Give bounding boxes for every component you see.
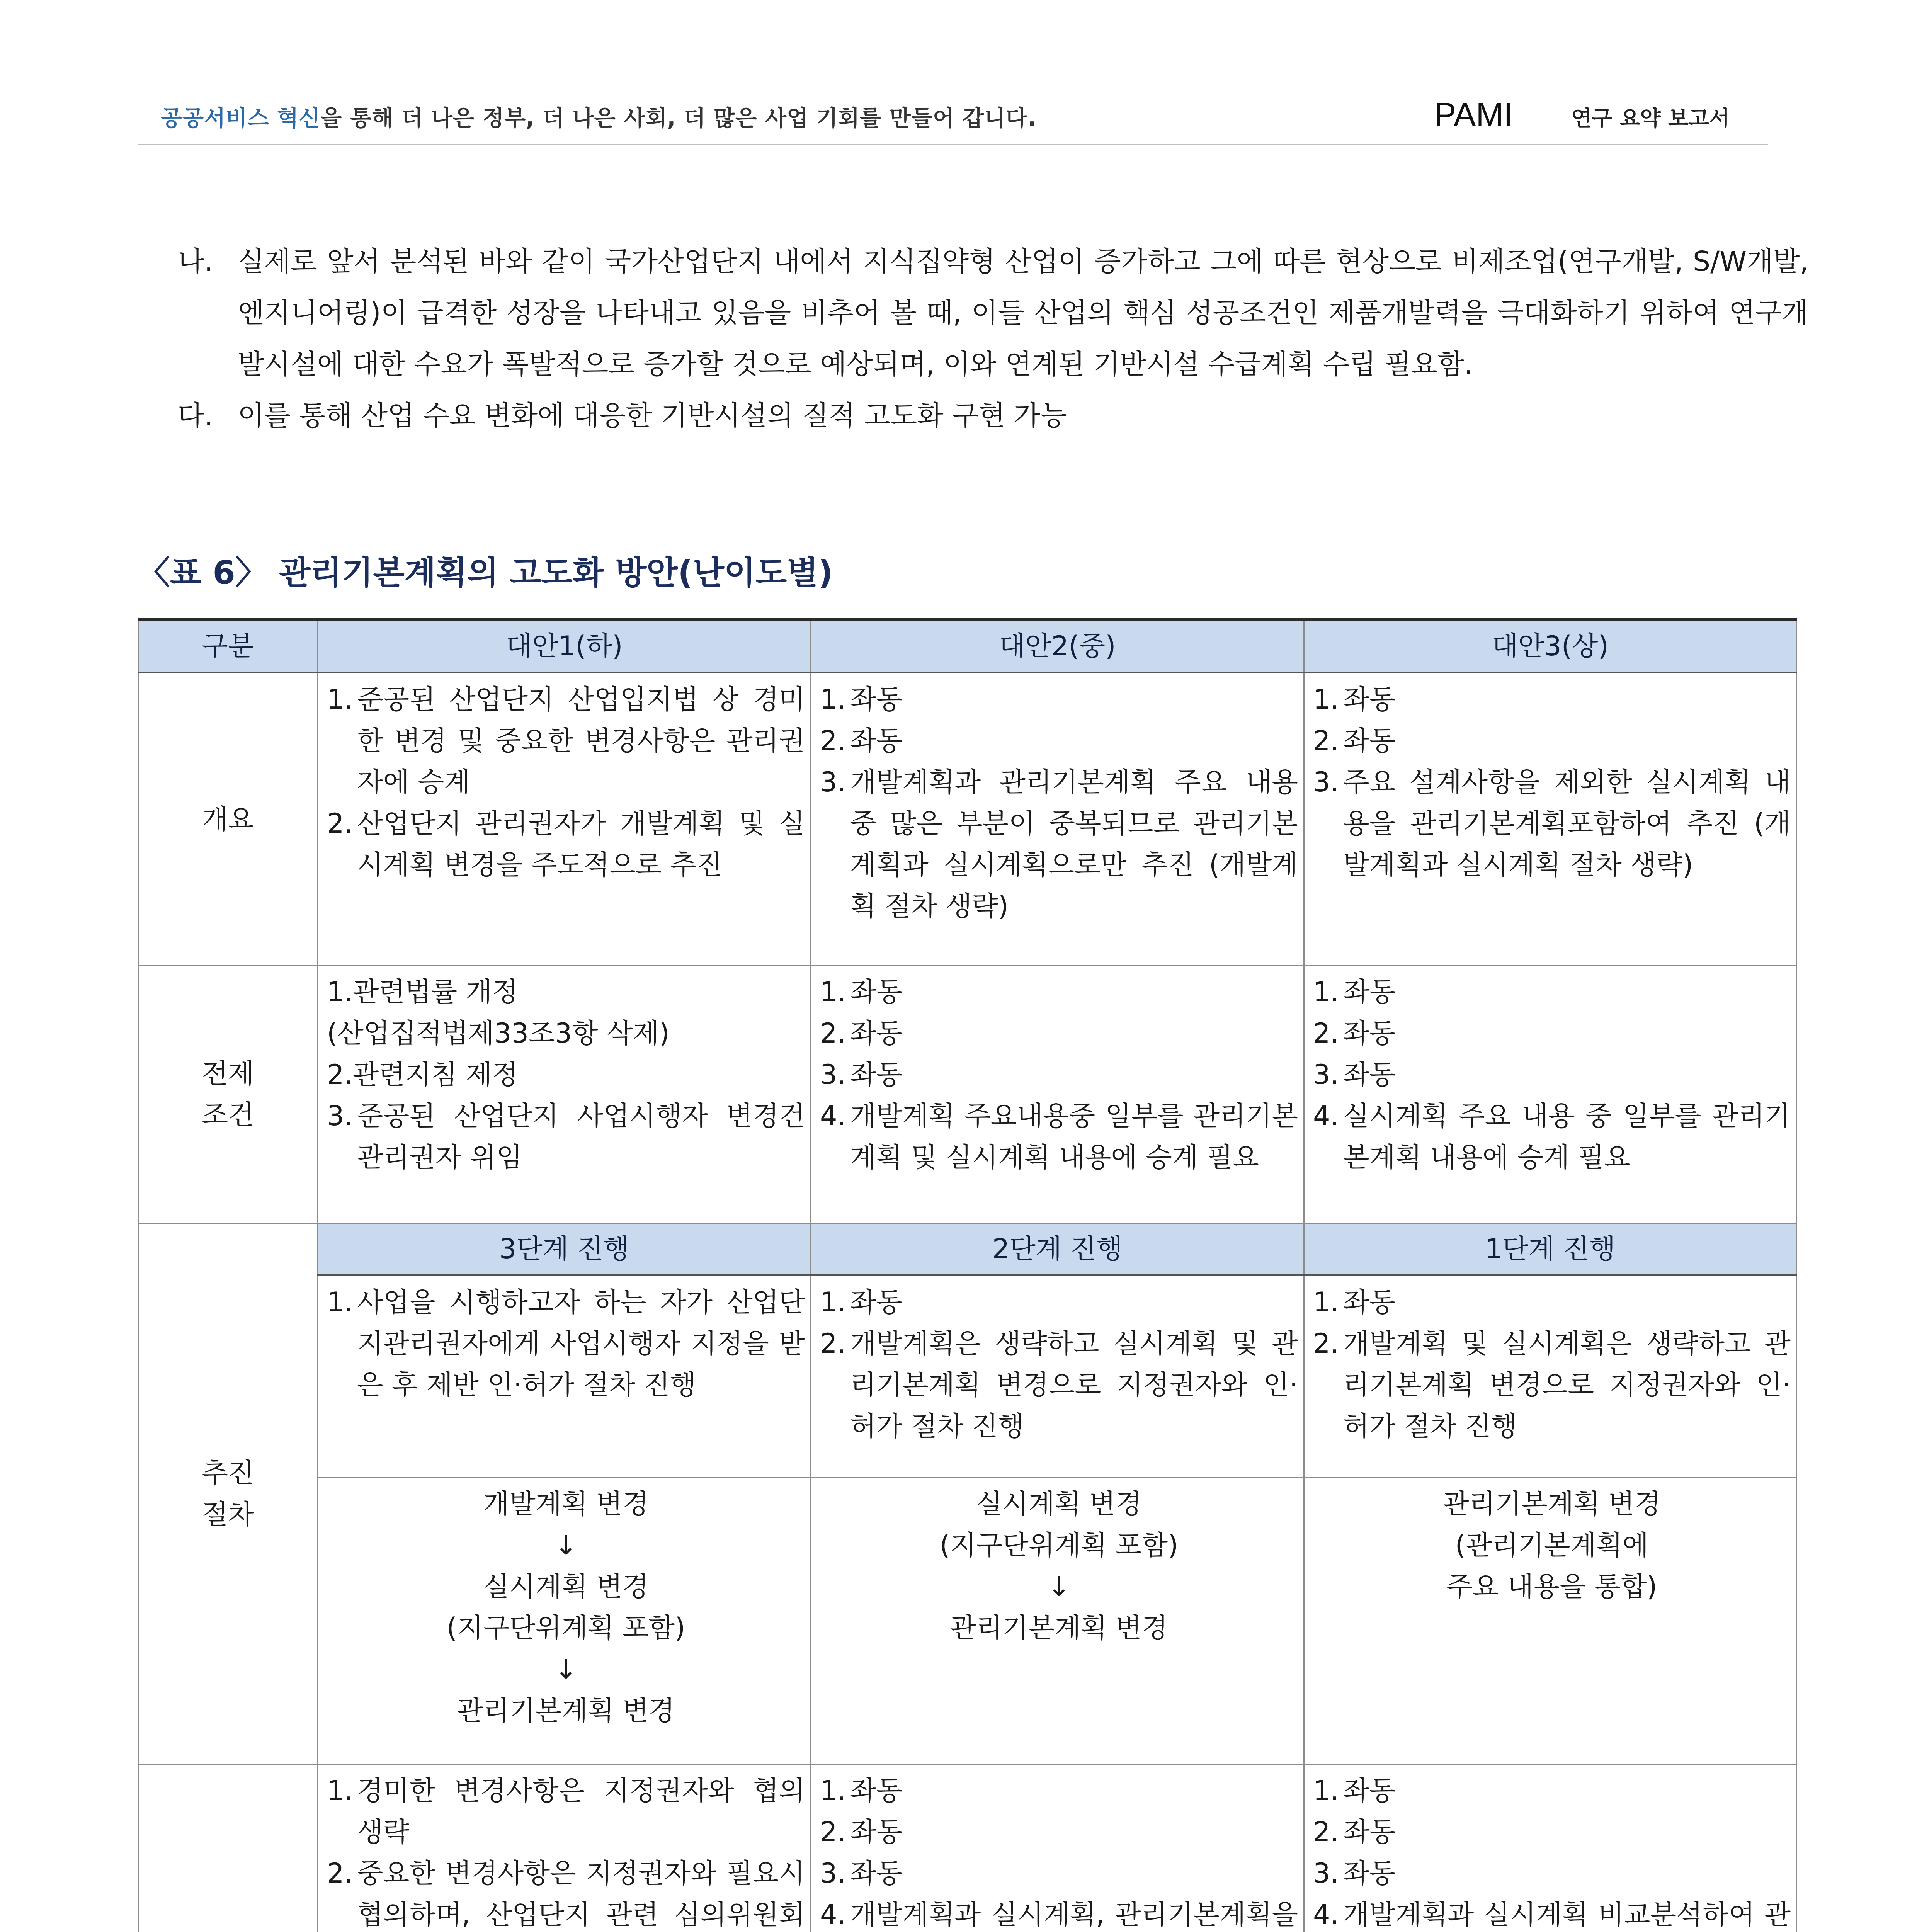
table-header-row — [138, 620, 1797, 673]
item-text: 좌동 — [850, 1017, 903, 1049]
list-item — [1313, 1770, 1791, 1811]
table-row-procedure — [138, 1276, 1797, 1478]
table-cell — [811, 966, 1304, 1223]
list-item — [1313, 1095, 1791, 1178]
item-number: 2. — [820, 1328, 846, 1359]
table-row-overview — [138, 673, 1797, 966]
item-text: 주요 설계사항을 제외한 실시계획 내용을 관리기본계획포함하여 추진 (개발계획과 실시계획 절차 생략) — [1343, 766, 1791, 881]
list-item: 2.관련지침 제정 — [327, 1059, 518, 1090]
intro-paragraph — [178, 236, 1808, 390]
row-label — [138, 1223, 318, 1764]
intro-paragraph — [178, 390, 1808, 441]
table-row-procedure-flow — [138, 1478, 1797, 1764]
list-item — [327, 1853, 805, 1932]
flow-step-note: (관리기본계획에 — [1455, 1529, 1649, 1561]
list-item — [820, 1853, 1298, 1894]
table-cell — [318, 673, 811, 966]
flow-step-note: (지구단위계획 포함) — [446, 1612, 685, 1644]
item-number: 1. — [820, 684, 846, 715]
row-label-line: 절차 — [202, 1498, 254, 1530]
item-number: 2. — [1313, 1816, 1339, 1848]
table-cell — [1304, 673, 1797, 966]
list-item — [327, 1095, 805, 1178]
table-row-procedure-header — [138, 1223, 1797, 1276]
list-item — [1313, 1894, 1791, 1932]
list-item — [820, 1282, 1298, 1323]
item-number: 1. — [820, 1775, 846, 1806]
item-number: 3. — [327, 1100, 353, 1132]
item-number: 3. — [1313, 1857, 1339, 1889]
flow-cell — [1304, 1478, 1797, 1764]
column-header: 구분 — [138, 620, 318, 673]
page-header — [138, 96, 1768, 142]
item-number: 2. — [1313, 725, 1339, 757]
table-cell — [318, 966, 811, 1223]
item-number: 1. — [1313, 684, 1339, 715]
item-text: 좌동 — [1343, 976, 1396, 1008]
item-number: 2. — [327, 808, 353, 839]
row-label-line: 추진 — [202, 1457, 254, 1489]
header-tagline — [161, 100, 1036, 132]
list-item — [327, 679, 805, 803]
item-text: 좌동 — [850, 725, 903, 757]
item-text: 개발계획은 생략하고 실시계획 및 관리기본계획 변경으로 지정권자와 인·허가 절차 진행 — [850, 1328, 1298, 1442]
list-item — [1313, 679, 1791, 720]
item-text: 좌동 — [850, 976, 903, 1008]
list-item — [327, 1282, 805, 1406]
item-number: 2. — [1313, 1017, 1339, 1049]
paragraph-marker: 다. — [178, 400, 213, 432]
item-text: 좌동 — [850, 1286, 903, 1318]
flow-step-note: 주요 내용을 통합) — [1446, 1571, 1657, 1602]
list-item — [820, 1095, 1298, 1178]
item-number: 2. — [820, 1816, 846, 1848]
list-item — [1313, 1282, 1791, 1323]
item-text: 좌동 — [850, 1857, 903, 1889]
list-item: (산업집적법제33조3항 삭제) — [327, 1017, 670, 1049]
flow-step: 관리기본계획 변경 — [1443, 1488, 1661, 1520]
flow-step: 개발계획 변경 — [483, 1488, 649, 1520]
list-item — [820, 679, 1298, 720]
stage-header: 2단계 진행 — [811, 1223, 1304, 1276]
flow-step-note: (지구단위계획 포함) — [939, 1529, 1179, 1561]
flow-step: 실시계획 변경 — [976, 1488, 1142, 1520]
item-number: 2. — [327, 1857, 353, 1889]
list-item — [327, 1770, 805, 1853]
flow-step: 관리기본계획 변경 — [950, 1612, 1168, 1644]
item-number: 3. — [820, 766, 846, 798]
item-number: 1. — [327, 684, 353, 715]
list-item — [1313, 762, 1791, 886]
item-number: 1. — [327, 1286, 353, 1318]
item-text: 좌동 — [1343, 1286, 1396, 1318]
stage-header: 1단계 진행 — [1304, 1223, 1797, 1276]
list-item — [1313, 1853, 1791, 1894]
item-text: 사업을 시행하고자 하는 자가 산업단지관리권자에게 사업시행자 지정을 받은 후 제반 인·허가 절차 진행 — [357, 1286, 805, 1401]
list-item — [1313, 1054, 1791, 1095]
table-cell — [1304, 1276, 1797, 1478]
header-report-type: 연구 요약 보고서 — [1571, 106, 1730, 131]
item-number: 3. — [1313, 766, 1339, 798]
column-header: 대안2(중) — [811, 620, 1304, 673]
arrow-down-icon: ↓ — [1048, 1571, 1070, 1602]
column-header: 대안3(상) — [1304, 620, 1797, 673]
row-label-line: 전제 — [202, 1058, 254, 1089]
table-cell — [1304, 966, 1797, 1223]
paragraph-text: 이를 통해 산업 수요 변화에 대응한 기반시설의 질적 고도화 구현 가능 — [238, 400, 1067, 432]
flow-cell — [811, 1478, 1304, 1764]
flow-cell — [318, 1478, 811, 1764]
list-item — [820, 720, 1298, 762]
item-number: 1. — [1313, 1286, 1339, 1318]
row-label — [138, 1764, 318, 1932]
item-number: 4. — [820, 1899, 846, 1930]
item-text: 실시계획 주요 내용 중 일부를 관리기본계획 내용에 승계 필요 — [1343, 1100, 1791, 1173]
item-text: 중요한 변경사항은 지정권자와 필요시 협의하며, 산업단지 관련 심의위원회 — [357, 1857, 805, 1930]
list-item — [1313, 720, 1791, 762]
item-text: 좌동 — [1343, 1775, 1396, 1806]
column-header: 대안1(하) — [318, 620, 811, 673]
item-number: 1. — [820, 1286, 846, 1318]
list-item — [820, 762, 1298, 927]
arrow-down-icon: ↓ — [555, 1529, 577, 1561]
paragraph-text: 실제로 앞서 분석된 바와 같이 국가산업단지 내에서 지식집약형 산업이 증가하고 그에 따른 현상으로 비제조업(연구개발, S/W개발, 엔지니어링)이 급격한 성장을 나타내고 있음을 비추어 볼 때, 이들 산업의 핵심 성공조건인 제품개발력을 극대화하기 위하여 연구개발시설에 대한 수요가 폭발적으로 증가할 것으로 예상되며, 이와 연계된 기반시설 수급계획 수립 필요함. — [238, 245, 1808, 380]
list-item — [1313, 1013, 1791, 1054]
item-text: 좌동 — [1343, 1857, 1396, 1889]
item-text: 좌동 — [1343, 684, 1396, 715]
table-caption: 〈표 6〉 관리기본계획의 고도화 방안(난이도별) — [138, 554, 833, 592]
list-item — [820, 1811, 1298, 1853]
item-text: 좌동 — [850, 684, 903, 715]
row-label-line: 조건 — [202, 1099, 254, 1131]
item-text: 경미한 변경사항은 지정권자와 협의 생략 — [357, 1775, 805, 1848]
paragraph-marker: 나. — [178, 245, 213, 277]
arrow-down-icon: ↓ — [555, 1653, 577, 1685]
item-text: 좌동 — [850, 1775, 903, 1806]
item-text: 개발계획 및 실시계획은 생략하고 관리기본계획 변경으로 지정권자와 인·허가 절차 진행 — [1343, 1328, 1791, 1442]
item-text: 개발계획과 실시계획 비교분석하여 관 — [1343, 1899, 1791, 1930]
table-cell — [1304, 1764, 1797, 1932]
item-text: 준공된 산업단지 산업입지법 상 경미한 변경 및 중요한 변경사항은 관리권자에 승계 — [357, 684, 805, 798]
item-text: 좌동 — [1343, 1017, 1396, 1049]
item-number: 2. — [820, 725, 846, 757]
item-number: 1. — [1313, 976, 1339, 1008]
item-text: 좌동 — [1343, 1059, 1396, 1090]
intro-text — [178, 236, 1808, 441]
list-item — [327, 803, 805, 886]
table-cell — [318, 1764, 811, 1932]
list-item — [820, 1054, 1298, 1095]
item-number: 4. — [820, 1100, 846, 1132]
plan-table — [138, 618, 1797, 1932]
header-brand: PAMI — [1434, 96, 1513, 133]
row-label: 개요 — [138, 673, 318, 966]
list-item — [1313, 1323, 1791, 1447]
tagline-highlight: 공공서비스 혁신 — [161, 105, 321, 131]
item-number: 3. — [820, 1059, 846, 1090]
flow-step: 실시계획 변경 — [483, 1571, 649, 1602]
item-text: 개발계획과 실시계획, 관리기본계획을 — [850, 1899, 1298, 1930]
item-number: 4. — [1313, 1899, 1339, 1930]
item-number: 1. — [1313, 1775, 1339, 1806]
table-row-remarks — [138, 1764, 1797, 1932]
list-item — [820, 971, 1298, 1013]
item-text: 준공된 산업단지 사업시행자 변경건 관리권자 위임 — [357, 1100, 805, 1173]
item-number: 4. — [1313, 1100, 1339, 1132]
item-number: 1. — [820, 976, 846, 1008]
table-cell — [811, 1276, 1304, 1478]
item-text: 좌동 — [1343, 1816, 1396, 1848]
item-text: 좌동 — [1343, 725, 1396, 757]
item-number: 1. — [327, 1775, 353, 1806]
item-number: 3. — [820, 1857, 846, 1889]
row-label — [138, 966, 318, 1223]
table-cell — [811, 673, 1304, 966]
list-item — [820, 1770, 1298, 1811]
item-text: 개발계획 주요내용중 일부를 관리기본계획 및 실시계획 내용에 승계 필요 — [850, 1100, 1298, 1173]
flow-step: 관리기본계획 변경 — [457, 1695, 675, 1726]
table-cell — [811, 1764, 1304, 1932]
list-item — [1313, 1811, 1791, 1853]
item-text: 좌동 — [850, 1816, 903, 1848]
item-number: 2. — [1313, 1328, 1339, 1359]
list-item — [820, 1894, 1298, 1932]
header-divider — [138, 144, 1768, 145]
list-item — [820, 1013, 1298, 1054]
table-row-prerequisite — [138, 966, 1797, 1223]
list-item: 1.관련법률 개정 — [327, 976, 518, 1008]
item-text: 산업단지 관리권자가 개발계획 및 실시계획 변경을 주도적으로 추진 — [357, 808, 805, 881]
tagline-rest: 을 통해 더 나은 정부, 더 나은 사회, 더 많은 사업 기회를 만들어 갑니다. — [320, 105, 1036, 131]
item-number: 3. — [1313, 1059, 1339, 1090]
list-item — [820, 1323, 1298, 1447]
item-number: 2. — [820, 1017, 846, 1049]
item-text: 좌동 — [850, 1059, 903, 1090]
table-cell — [318, 1276, 811, 1478]
list-item — [1313, 971, 1791, 1013]
stage-header: 3단계 진행 — [318, 1223, 811, 1276]
item-text: 개발계획과 관리기본계획 주요 내용 중 많은 부분이 중복되므로 관리기본계획과 실시계획으로만 추진 (개발계획 절차 생략) — [850, 766, 1298, 922]
